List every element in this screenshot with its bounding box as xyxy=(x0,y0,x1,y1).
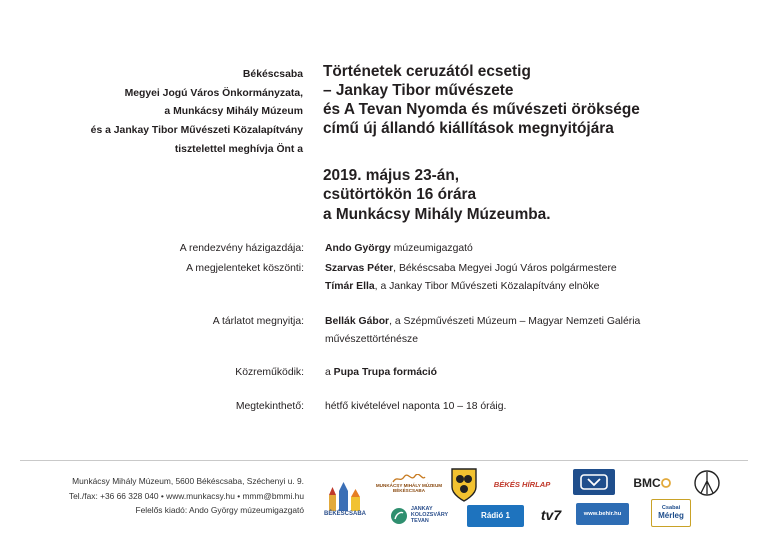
host-name: Ando György xyxy=(325,243,391,254)
munkacsy-logo-line2: BÉKÉSCSABA xyxy=(392,488,426,493)
emblem-icon xyxy=(693,469,721,497)
inviter-city: Békéscsaba xyxy=(242,69,303,80)
greeter-role: , Békéscsaba Megyei Jogú Város polgármestere xyxy=(393,263,617,274)
jankay-logo-line3: TEVAN xyxy=(410,517,429,524)
event-datetime xyxy=(323,166,763,224)
inviter-museum: a Munkácsy Mihály Múzeum xyxy=(164,106,303,118)
title-line: és A Tevan Nyomda és művészeti öröksége xyxy=(323,101,640,118)
host-value xyxy=(325,239,473,258)
inviter-foundation: és a Jankay Tibor Művészeti Közalapítvány xyxy=(90,125,303,137)
munkacsy-museum-logo xyxy=(372,470,446,498)
crest-icon xyxy=(450,467,478,503)
museum-address: Munkácsy Mihály Múzeum, 5600 Békéscsaba, Széchenyi u. 9. xyxy=(72,476,304,486)
opening-value-2: művészettörténésze xyxy=(325,334,418,345)
jankay-tevan-logo xyxy=(384,502,454,530)
tv7-logo-text: tv7 xyxy=(540,506,562,523)
contrib-value xyxy=(325,363,437,382)
title-line: című új állandó kiállítások megnyitójára xyxy=(323,120,614,137)
behir-logo-text: www.behir.hu xyxy=(583,510,622,517)
visit-label: Megtekinthető: xyxy=(235,401,304,412)
contrib-label: Közreműködik: xyxy=(235,367,304,378)
bmc-accent-icon xyxy=(661,478,671,488)
bmc-logo xyxy=(631,472,673,494)
greet-value-2 xyxy=(325,277,599,296)
contrib-name: Pupa Trupa formáció xyxy=(333,367,438,378)
radio1-logo xyxy=(467,505,524,527)
jankay-logo-line1: JANKAY xyxy=(410,506,433,513)
bekescsaba-logo-text: BÉKÉSCSABA xyxy=(323,510,366,517)
publisher: Felelős kiadó: Ando György múzeumigazgató xyxy=(135,505,304,516)
studio-tv-logo xyxy=(573,469,615,495)
inviter-municipality: Megyei Jogú Város Önkormányzata, xyxy=(124,87,303,99)
bekescsaba-logo xyxy=(322,478,368,520)
jankay-logo-line2: KOLOZSVÁRY xyxy=(410,512,449,519)
host-role: múzeumigazgató xyxy=(390,243,473,254)
munkacsy-logo-line1: MUNKÁCSY MIHÁLY MÚZEUM xyxy=(375,483,443,489)
behir-logo xyxy=(576,503,629,525)
visit-value: hétfő kivételével naponta 10 – 18 óráig. xyxy=(325,401,507,412)
greeter-role: , a Jankay Tibor Művészeti Közalapítvány elnöke xyxy=(374,281,600,292)
exhibition-title xyxy=(323,62,763,138)
emblem-logo xyxy=(692,468,722,498)
opener-name: Bellák Gábor xyxy=(325,316,390,327)
csabai-logo-line1: Csabai xyxy=(661,504,681,511)
city-skyline-icon xyxy=(325,481,365,511)
contrib-prefix: a xyxy=(325,367,334,378)
opener-role: , a Szépművészeti Múzeum – Magyar Nemzeti Galéria xyxy=(389,316,641,327)
title-line: – Jankay Tibor művészete xyxy=(323,82,514,99)
tv-icon xyxy=(579,473,609,491)
greeter-name: Tímár Ella xyxy=(325,281,375,292)
greeter-name: Szarvas Péter xyxy=(325,263,394,274)
opening-value xyxy=(325,312,640,331)
invitation-phrase: tisztelettel meghívja Önt a xyxy=(174,143,303,155)
bekes-hirlap-text: BÉKÉS HÍRLAP xyxy=(493,480,551,490)
csabai-logo-line2: Mérleg xyxy=(658,510,684,520)
footer-contact xyxy=(20,474,304,518)
host-label: A rendezvény házigazdája: xyxy=(179,243,304,254)
crest-logo xyxy=(449,467,479,503)
museum-contacts: Tel./fax: +36 66 328 040 • www.munkacsy.hu • mmm@bmmi.hu xyxy=(68,490,304,501)
greet-value-1 xyxy=(325,259,617,278)
radio1-logo-text: Rádió 1 xyxy=(481,510,510,520)
event-place: a Munkácsy Mihály Múzeumba. xyxy=(323,205,551,223)
title-line: Történetek ceruzától ecsetig xyxy=(323,63,531,80)
event-time: csütörtökön 16 órára xyxy=(323,186,477,204)
tv7-logo xyxy=(533,502,569,528)
greet-label: A megjelenteket köszönti: xyxy=(186,263,304,274)
footer-divider xyxy=(20,460,748,461)
bekes-hirlap-logo xyxy=(487,478,557,492)
opening-label: A tárlatot megnyitja: xyxy=(212,316,304,327)
event-date: 2019. május 23-án, xyxy=(323,167,460,184)
bmc-logo-text: BMC xyxy=(633,475,661,490)
csabai-merleg-logo xyxy=(651,499,691,527)
leaf-icon xyxy=(390,507,408,525)
inviters-block xyxy=(20,66,303,160)
